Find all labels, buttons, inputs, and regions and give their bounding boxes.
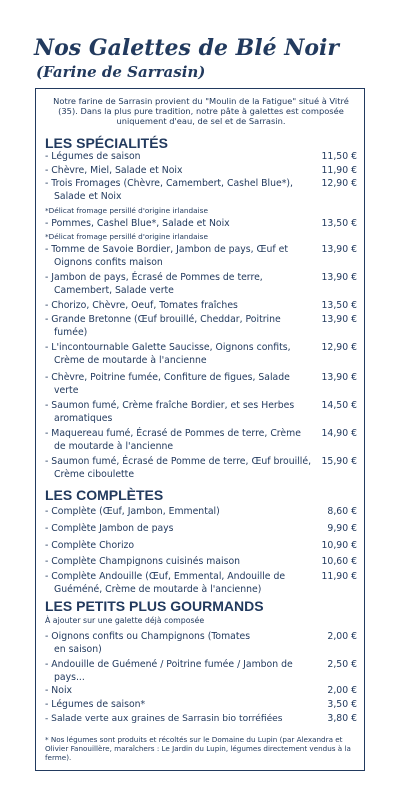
menu-item	[45, 300, 357, 312]
item-name: - Pommes, Cashel Blue*, Salade et Noix	[45, 218, 230, 229]
item-price: 13,90 €	[321, 272, 357, 283]
menu-item	[45, 372, 357, 397]
menu-item	[45, 456, 357, 481]
item-name: - Noix	[45, 685, 73, 696]
item-price: 14,90 €	[321, 428, 357, 439]
section-heading-completes: LES COMPLÈTES	[45, 487, 164, 503]
item-price: 2,00 €	[327, 631, 357, 642]
item-name: - Trois Fromages (Chèvre, Camembert, Cashel Blue*), Salade et Noix	[45, 178, 293, 202]
menu-item	[45, 151, 357, 163]
item-price: 3,80 €	[327, 713, 357, 724]
item-price: 10,90 €	[321, 540, 357, 551]
menu-item	[45, 400, 357, 425]
section-heading-specialites: LES SPÉCIALITÉS	[45, 135, 168, 151]
menu-item	[45, 244, 357, 269]
menu-item	[45, 556, 357, 568]
item-price: 2,00 €	[327, 685, 357, 696]
item-name: - Saumon fumé, Écrasé de Pomme de terre, Œuf brouillé, Crème ciboulette	[45, 456, 312, 480]
item-price: 12,90 €	[321, 342, 357, 353]
item-name: - Complète Jambon de pays	[45, 523, 174, 534]
item-name: - Jambon de pays, Écrasé de Pommes de terre, Camembert, Salade verte	[45, 272, 263, 296]
item-price: 13,90 €	[321, 372, 357, 383]
menu-item	[45, 540, 357, 552]
menu-item	[45, 699, 357, 711]
item-price: 14,50 €	[321, 400, 357, 411]
item-name: - Maquereau fumé, Écrasé de Pommes de terre, Crème de moutarde à l'ancienne	[45, 428, 301, 452]
item-name: - Chorizo, Chèvre, Oeuf, Tomates fraîches	[45, 300, 238, 311]
item-price: 11,90 €	[321, 571, 357, 582]
page-subtitle: (Farine de Sarrasin)	[36, 63, 206, 81]
menu-item	[45, 631, 357, 656]
menu-item	[45, 506, 357, 518]
menu-item	[45, 659, 357, 684]
item-name: - Légumes de saison	[45, 151, 141, 162]
footnote: * Nos légumes sont produits et récoltés sur le Domaine du Lupin (par Alexandra et Olivier Fanouillère, maraîchers : Le Jardin du Lupin, légumes directement vendus à la ferme).	[45, 735, 351, 762]
item-price: 9,90 €	[327, 523, 357, 534]
allergen-note: *Délicat fromage persillé d'origine irlandaise	[45, 206, 208, 215]
item-price: 8,60 €	[327, 506, 357, 517]
menu-item	[45, 218, 357, 230]
item-price: 12,90 €	[321, 178, 357, 189]
page-title: Nos Galettes de Blé Noir	[34, 35, 339, 61]
menu-item	[45, 428, 357, 453]
item-name: - Complète Andouille (Œuf, Emmental, Andouille de Guéméné, Crème de moutarde à l'ancienne)	[45, 571, 286, 595]
menu-item	[45, 314, 357, 339]
menu-item	[45, 342, 357, 367]
item-name: - Tomme de Savoie Bordier, Jambon de pays, Œuf et Oignons confits maison	[45, 244, 288, 268]
item-name: - Complète Champignons cuisinés maison	[45, 556, 241, 567]
item-price: 2,50 €	[327, 659, 357, 670]
section-heading-petits-plus: LES PETITS PLUS GOURMANDS	[45, 598, 264, 614]
section-subheading: À ajouter sur une galette déjà composée	[45, 616, 205, 625]
item-price: 11,50 €	[321, 151, 357, 162]
item-name: - Grande Bretonne (Œuf brouillé, Cheddar, Poitrine fumée)	[45, 314, 281, 338]
menu-item	[45, 685, 357, 697]
item-price: 10,60 €	[321, 556, 357, 567]
menu-item	[45, 178, 357, 203]
item-name: - Salade verte aux graines de Sarrasin bio torréfiées	[45, 714, 283, 724]
item-price: 15,90 €	[321, 456, 357, 467]
item-name: - Chèvre, Miel, Salade et Noix	[45, 165, 183, 176]
item-name: - Chèvre, Poitrine fumée, Confiture de figues, Salade verte	[45, 372, 290, 396]
menu-item	[45, 713, 357, 725]
allergen-note: *Délicat fromage persillé d'origine irlandaise	[45, 232, 208, 241]
menu-item	[45, 523, 357, 535]
item-price: 13,50 €	[321, 218, 357, 229]
item-name: - L'incontournable Galette Saucisse, Oignons confits, Crème de moutarde à l'ancienne	[45, 342, 291, 366]
item-price: 3,50 €	[327, 699, 357, 710]
intro-text: Notre farine de Sarrasin provient du "Moulin de la Fatigue" situé à Vitré (35). Dans la plus pure tradition, notre pâte à galettes est composée uniquement d'eau, de sel et de Sarrasin.	[53, 96, 349, 126]
menu-item	[45, 571, 357, 596]
item-price: 13,90 €	[321, 244, 357, 255]
item-price: 11,90 €	[321, 165, 357, 176]
item-name: - Oignons confits ou Champignons (Tomates en saison)	[45, 631, 251, 655]
item-name: - Légumes de saison*	[45, 699, 146, 710]
menu-item	[45, 165, 357, 177]
item-name: - Complète (Œuf, Jambon, Emmental)	[45, 506, 220, 517]
item-price: 13,90 €	[321, 314, 357, 325]
menu-item	[45, 272, 357, 297]
item-name: - Andouille de Guémené / Poitrine fumée / Jambon de pays...	[45, 659, 293, 683]
item-price: 13,50 €	[321, 300, 357, 311]
item-name: - Saumon fumé, Crème fraîche Bordier, et ses Herbes aromatiques	[45, 400, 295, 424]
item-name: - Complète Chorizo	[45, 540, 135, 551]
